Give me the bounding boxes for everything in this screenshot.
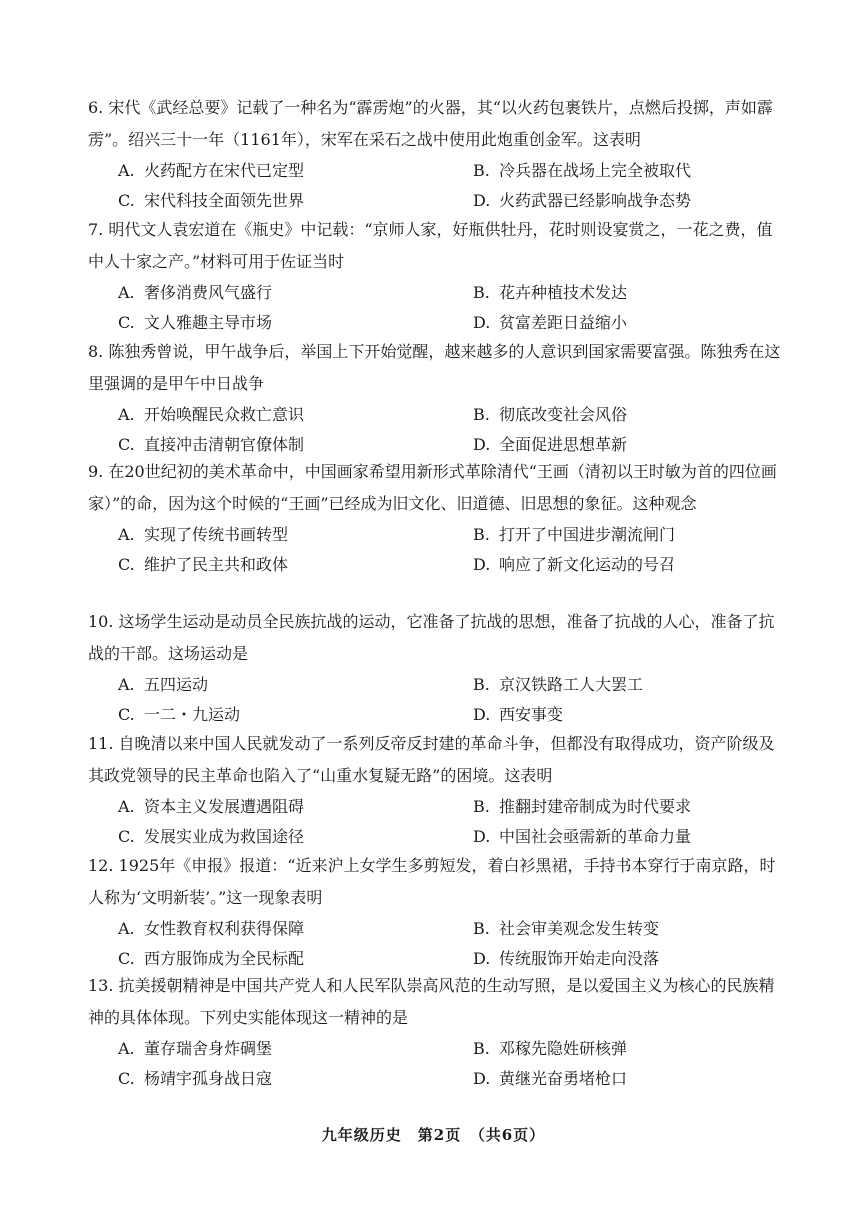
- question-number: 9.: [88, 462, 104, 481]
- option-a: A. 开始唤醒民众救亡意识: [118, 405, 305, 424]
- options: [88, 520, 788, 580]
- question-text: 明代文人袁宏道在《瓶史》中记载：“京师人家，好瓶供牡丹，花时则设宴赏之，一花之费，值中人十家之产。”材料可用于佐证当时: [88, 220, 773, 271]
- question-7: [88, 214, 788, 338]
- options: [88, 278, 788, 338]
- question-stem: [88, 606, 788, 670]
- option-a: A. 实现了传统书画转型: [118, 525, 289, 544]
- option-b: B. 推翻封建帝制成为时代要求: [473, 797, 692, 816]
- option-c: C. 西方服饰成为全民标配: [118, 949, 305, 968]
- option-b: B. 邓稼先隐姓研核弹: [473, 1039, 628, 1058]
- page-footer: 九年级历史 第2页 （共6页）: [321, 1126, 546, 1144]
- question-number: 12.: [88, 856, 114, 875]
- question-stem: [88, 970, 788, 1034]
- question-6: [88, 92, 788, 216]
- question-text: 陈独秀曾说，甲午战争后，举国上下开始觉醒，越来越多的人意识到国家需要富强。陈独秀在这里强调的是甲午中日战争: [88, 342, 781, 393]
- option-c: C. 发展实业成为救国途径: [118, 827, 305, 846]
- option-a: A. 女性教育权利获得保障: [118, 919, 305, 938]
- question-number: 7.: [88, 220, 104, 239]
- option-d: D. 中国社会亟需新的革命力量: [473, 827, 692, 846]
- option-a: A. 五四运动: [118, 675, 209, 694]
- question-stem: [88, 456, 788, 520]
- question-number: 10.: [88, 612, 114, 631]
- question-10: [88, 606, 788, 730]
- options: [88, 1034, 788, 1094]
- option-d: D. 火药武器已经影响战争态势: [473, 191, 692, 210]
- question-number: 13.: [88, 976, 114, 995]
- question-text: 抗美援朝精神是中国共产党人和人民军队崇高风范的生动写照，是以爱国主义为核心的民族精神的具体体现。下列史实能体现这一精神的是: [88, 976, 775, 1027]
- option-c: C. 文人雅趣主导市场: [118, 313, 273, 332]
- question-text: 1925年《申报》报道：“近来沪上女学生多剪短发，着白衫黑裙，手持书本穿行于南京路，时人称为‘文明新装’。”这一现象表明: [88, 856, 776, 907]
- question-number: 6.: [88, 98, 104, 117]
- option-a: A. 资本主义发展遭遇阻碍: [118, 797, 305, 816]
- option-a: A. 火药配方在宋代已定型: [118, 161, 305, 180]
- question-stem: [88, 728, 788, 792]
- option-d: D. 贫富差距日益缩小: [473, 313, 628, 332]
- question-stem: [88, 850, 788, 914]
- question-text: 自晚清以来中国人民就发动了一系列反帝反封建的革命斗争，但都没有取得成功，资产阶级及其政党领导的民主革命也陷入了“山重水复疑无路”的困境。这表明: [88, 734, 775, 785]
- option-b: B. 彻底改变社会风俗: [473, 405, 628, 424]
- option-b: B. 社会审美观念发生转变: [473, 919, 660, 938]
- options: [88, 400, 788, 460]
- option-a: A. 奢侈消费风气盛行: [118, 283, 273, 302]
- question-13: [88, 970, 788, 1094]
- option-b: B. 花卉种植技术发达: [473, 283, 628, 302]
- option-c: C. 直接冲击清朝官僚体制: [118, 435, 305, 454]
- option-b: B. 打开了中国进步潮流闸门: [473, 525, 676, 544]
- option-a: A. 董存瑞舍身炸碉堡: [118, 1039, 273, 1058]
- question-text: 这场学生运动是动员全民族抗战的运动，它准备了抗战的思想，准备了抗战的人心，准备了抗战的干部。这场运动是: [88, 612, 775, 663]
- option-c: C. 一二・九运动: [118, 705, 241, 724]
- option-d: D. 响应了新文化运动的号召: [473, 555, 676, 574]
- options: [88, 670, 788, 730]
- option-c: C. 维护了民主共和政体: [118, 555, 289, 574]
- question-number: 8.: [88, 342, 104, 361]
- question-11: [88, 728, 788, 852]
- question-stem: [88, 336, 788, 400]
- option-b: B. 京汉铁路工人大罢工: [473, 675, 644, 694]
- option-d: D. 全面促进思想革新: [473, 435, 628, 454]
- question-stem: [88, 92, 788, 156]
- question-12: [88, 850, 788, 974]
- option-c: C. 杨靖宇孤身战日寇: [118, 1069, 273, 1088]
- option-c: C. 宋代科技全面领先世界: [118, 191, 305, 210]
- options: [88, 792, 788, 852]
- option-d: D. 西安事变: [473, 705, 564, 724]
- options: [88, 156, 788, 216]
- question-8: [88, 336, 788, 460]
- question-text: 宋代《武经总要》记载了一种名为“霹雳炮”的火器，其“以火药包裹铁片，点燃后投掷，声如霹雳”。绍兴三十一年（1161年），宋军在采石之战中使用此炮重创金军。这表明: [88, 98, 773, 149]
- question-number: 11.: [88, 734, 114, 753]
- option-b: B. 冷兵器在战场上完全被取代: [473, 161, 692, 180]
- option-d: D. 传统服饰开始走向没落: [473, 949, 660, 968]
- question-9: [88, 456, 788, 580]
- question-stem: [88, 214, 788, 278]
- options: [88, 914, 788, 974]
- question-text: 在20世纪初的美术革命中，中国画家希望用新形式革除清代“王画（清初以王时敏为首的四位画家）”的命，因为这个时候的“王画”已经成为旧文化、旧道德、旧思想的象征。这种观念: [88, 462, 777, 513]
- option-d: D. 黄继光奋勇堵枪口: [473, 1069, 628, 1088]
